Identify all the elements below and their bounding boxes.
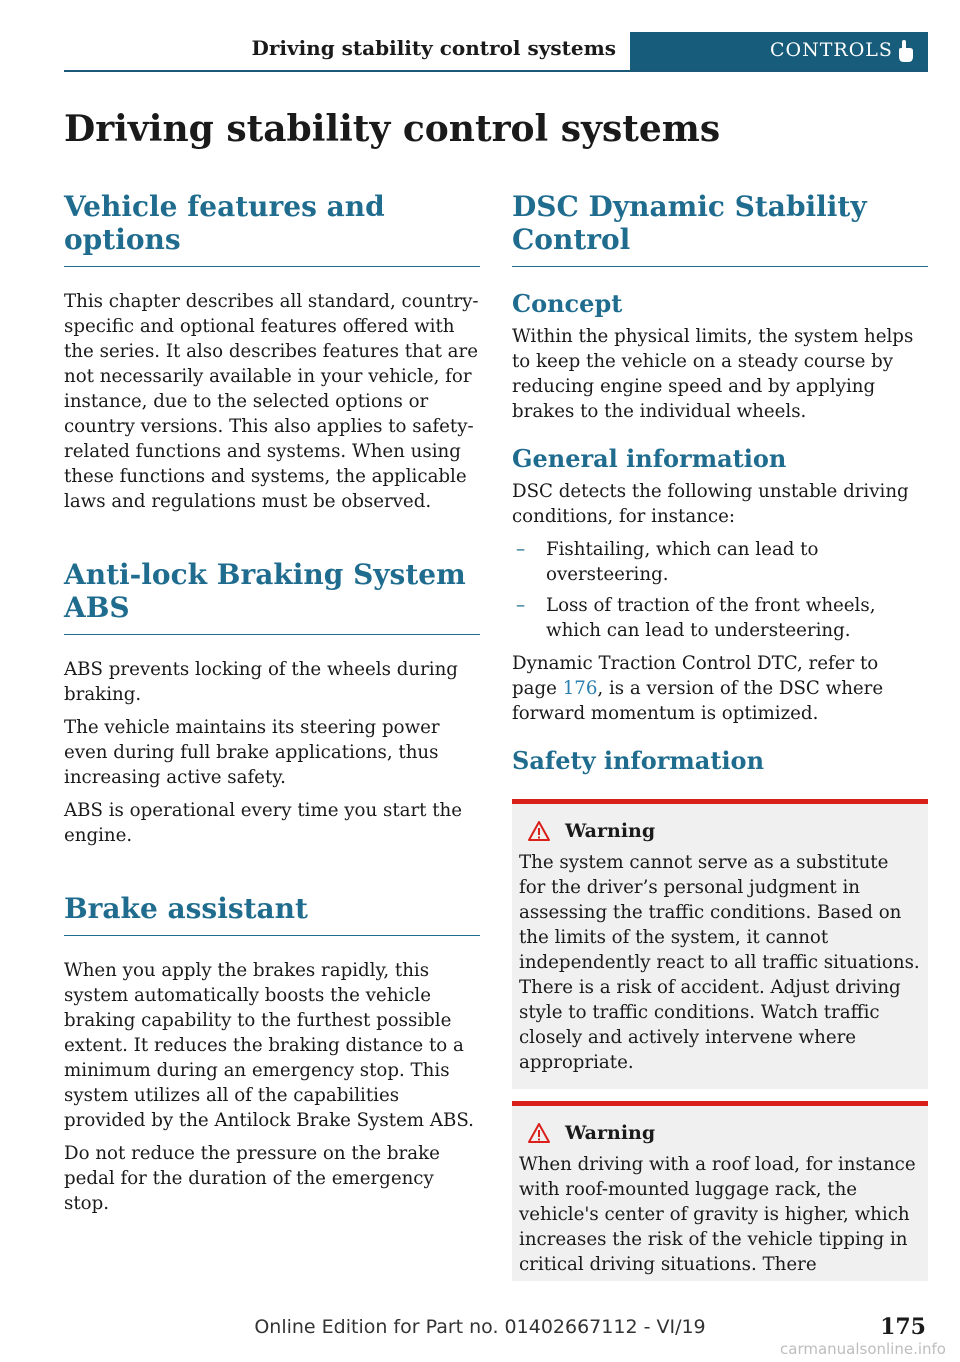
paragraph-abs-3: ABS is operational every time you start the engine. [64, 800, 463, 846]
pointing-hand-icon [894, 38, 916, 64]
paragraph-vehicle-features: This chapter describes all standard, country-specific and optional features offered with the series. It also describes features that are not necessarily available in your vehicle, for instance, due to the selected options or country versions. This also applies to safety-related functions and systems. When using these functions and systems, the applicable laws and regulations must be observed. [64, 291, 479, 512]
heading-abs: Anti-lock Braking System ABS [64, 558, 480, 635]
footer-edition: Online Edition for Part no. 01402667112 - VI/19 [254, 1316, 706, 1338]
paragraph-brake-1: When you apply the brakes rapidly, this system automatically boosts the vehicle braking capability to the furthest possible extent. It reduces the braking distance to a minimum during an emergency stop. This system utilizes all of the capabilities provided by the Antilock Brake System ABS. [64, 960, 474, 1131]
page-header [64, 32, 928, 72]
heading-safety-information: Safety information [512, 746, 765, 775]
right-column [512, 190, 928, 1281]
dtc-text-before: Dynamic Traction Control DTC, refer to page [512, 653, 879, 699]
page-number: 175 [880, 1314, 926, 1340]
left-column [64, 190, 480, 1224]
watermark: carmanualsonline.info [780, 1340, 946, 1358]
warning-title: Warning [565, 1122, 656, 1144]
warning-body: The system cannot serve as a substitute for the driver’s personal judgment in assessing the traffic conditions. Based on the limits of the system, it cannot independently react to all traffic situations. There is a risk of accident. Adjust driving style to traffic conditions. Watch traffic closely and actively intervene where appropriate. [519, 852, 920, 1073]
heading-concept: Concept [512, 289, 623, 318]
section-abs [64, 558, 480, 848]
paragraph-abs-1: ABS prevents locking of the wheels during braking. [64, 659, 458, 705]
warning-title: Warning [565, 820, 656, 842]
dtc-text-after: , is a version of the DSC where forward momentum is optimized. [512, 678, 884, 724]
paragraph-abs-2: The vehicle maintains its steering power even during full brake applications, thus increasing active safety. [64, 717, 440, 788]
warning-box-1 [512, 799, 928, 1089]
paragraph-concept: Within the physical limits, the system helps to keep the vehicle on a steady course by reducing engine speed and by applying brakes to the individual wheels. [512, 326, 914, 422]
section-vehicle-features [64, 190, 480, 514]
heading-dsc: DSC Dynamic Stability Control [512, 190, 928, 267]
list-item: – Fishtailing, which can lead to oversteering. [512, 537, 928, 587]
header-tab-label: CONTROLS [770, 39, 893, 61]
page-title: Driving stability control systems [64, 108, 721, 150]
warning-body: When driving with a roof load, for instance with roof-mounted luggage rack, the vehicle's center of gravity is higher, which increases the risk of the vehicle tipping in critical driving situations. There [519, 1154, 916, 1275]
warning-triangle-icon [527, 820, 551, 842]
warning-header [519, 1122, 920, 1144]
paragraph-brake-2: Do not reduce the pressure on the brake pedal for the duration of the emergency stop. [64, 1143, 440, 1214]
section-brake-assistant [64, 892, 480, 1216]
heading-general-information: General information [512, 444, 787, 473]
warning-triangle-icon [527, 1122, 551, 1144]
list-item: – Loss of traction of the front wheels, which can lead to understeering. [512, 593, 928, 643]
page-176-link[interactable]: 176 [562, 678, 598, 699]
paragraph-general-intro: DSC detects the following unstable driving conditions, for instance: [512, 481, 909, 527]
heading-vehicle-features: Vehicle features and options [64, 190, 480, 267]
header-section-title: Driving stability control systems [251, 36, 616, 60]
heading-brake-assistant: Brake assistant [64, 892, 480, 936]
warning-box-2 [512, 1101, 928, 1281]
header-chapter-tab[interactable] [630, 32, 928, 70]
list-unstable-conditions [512, 537, 928, 643]
paragraph-dtc-reference [512, 651, 928, 726]
warning-header [519, 820, 920, 842]
